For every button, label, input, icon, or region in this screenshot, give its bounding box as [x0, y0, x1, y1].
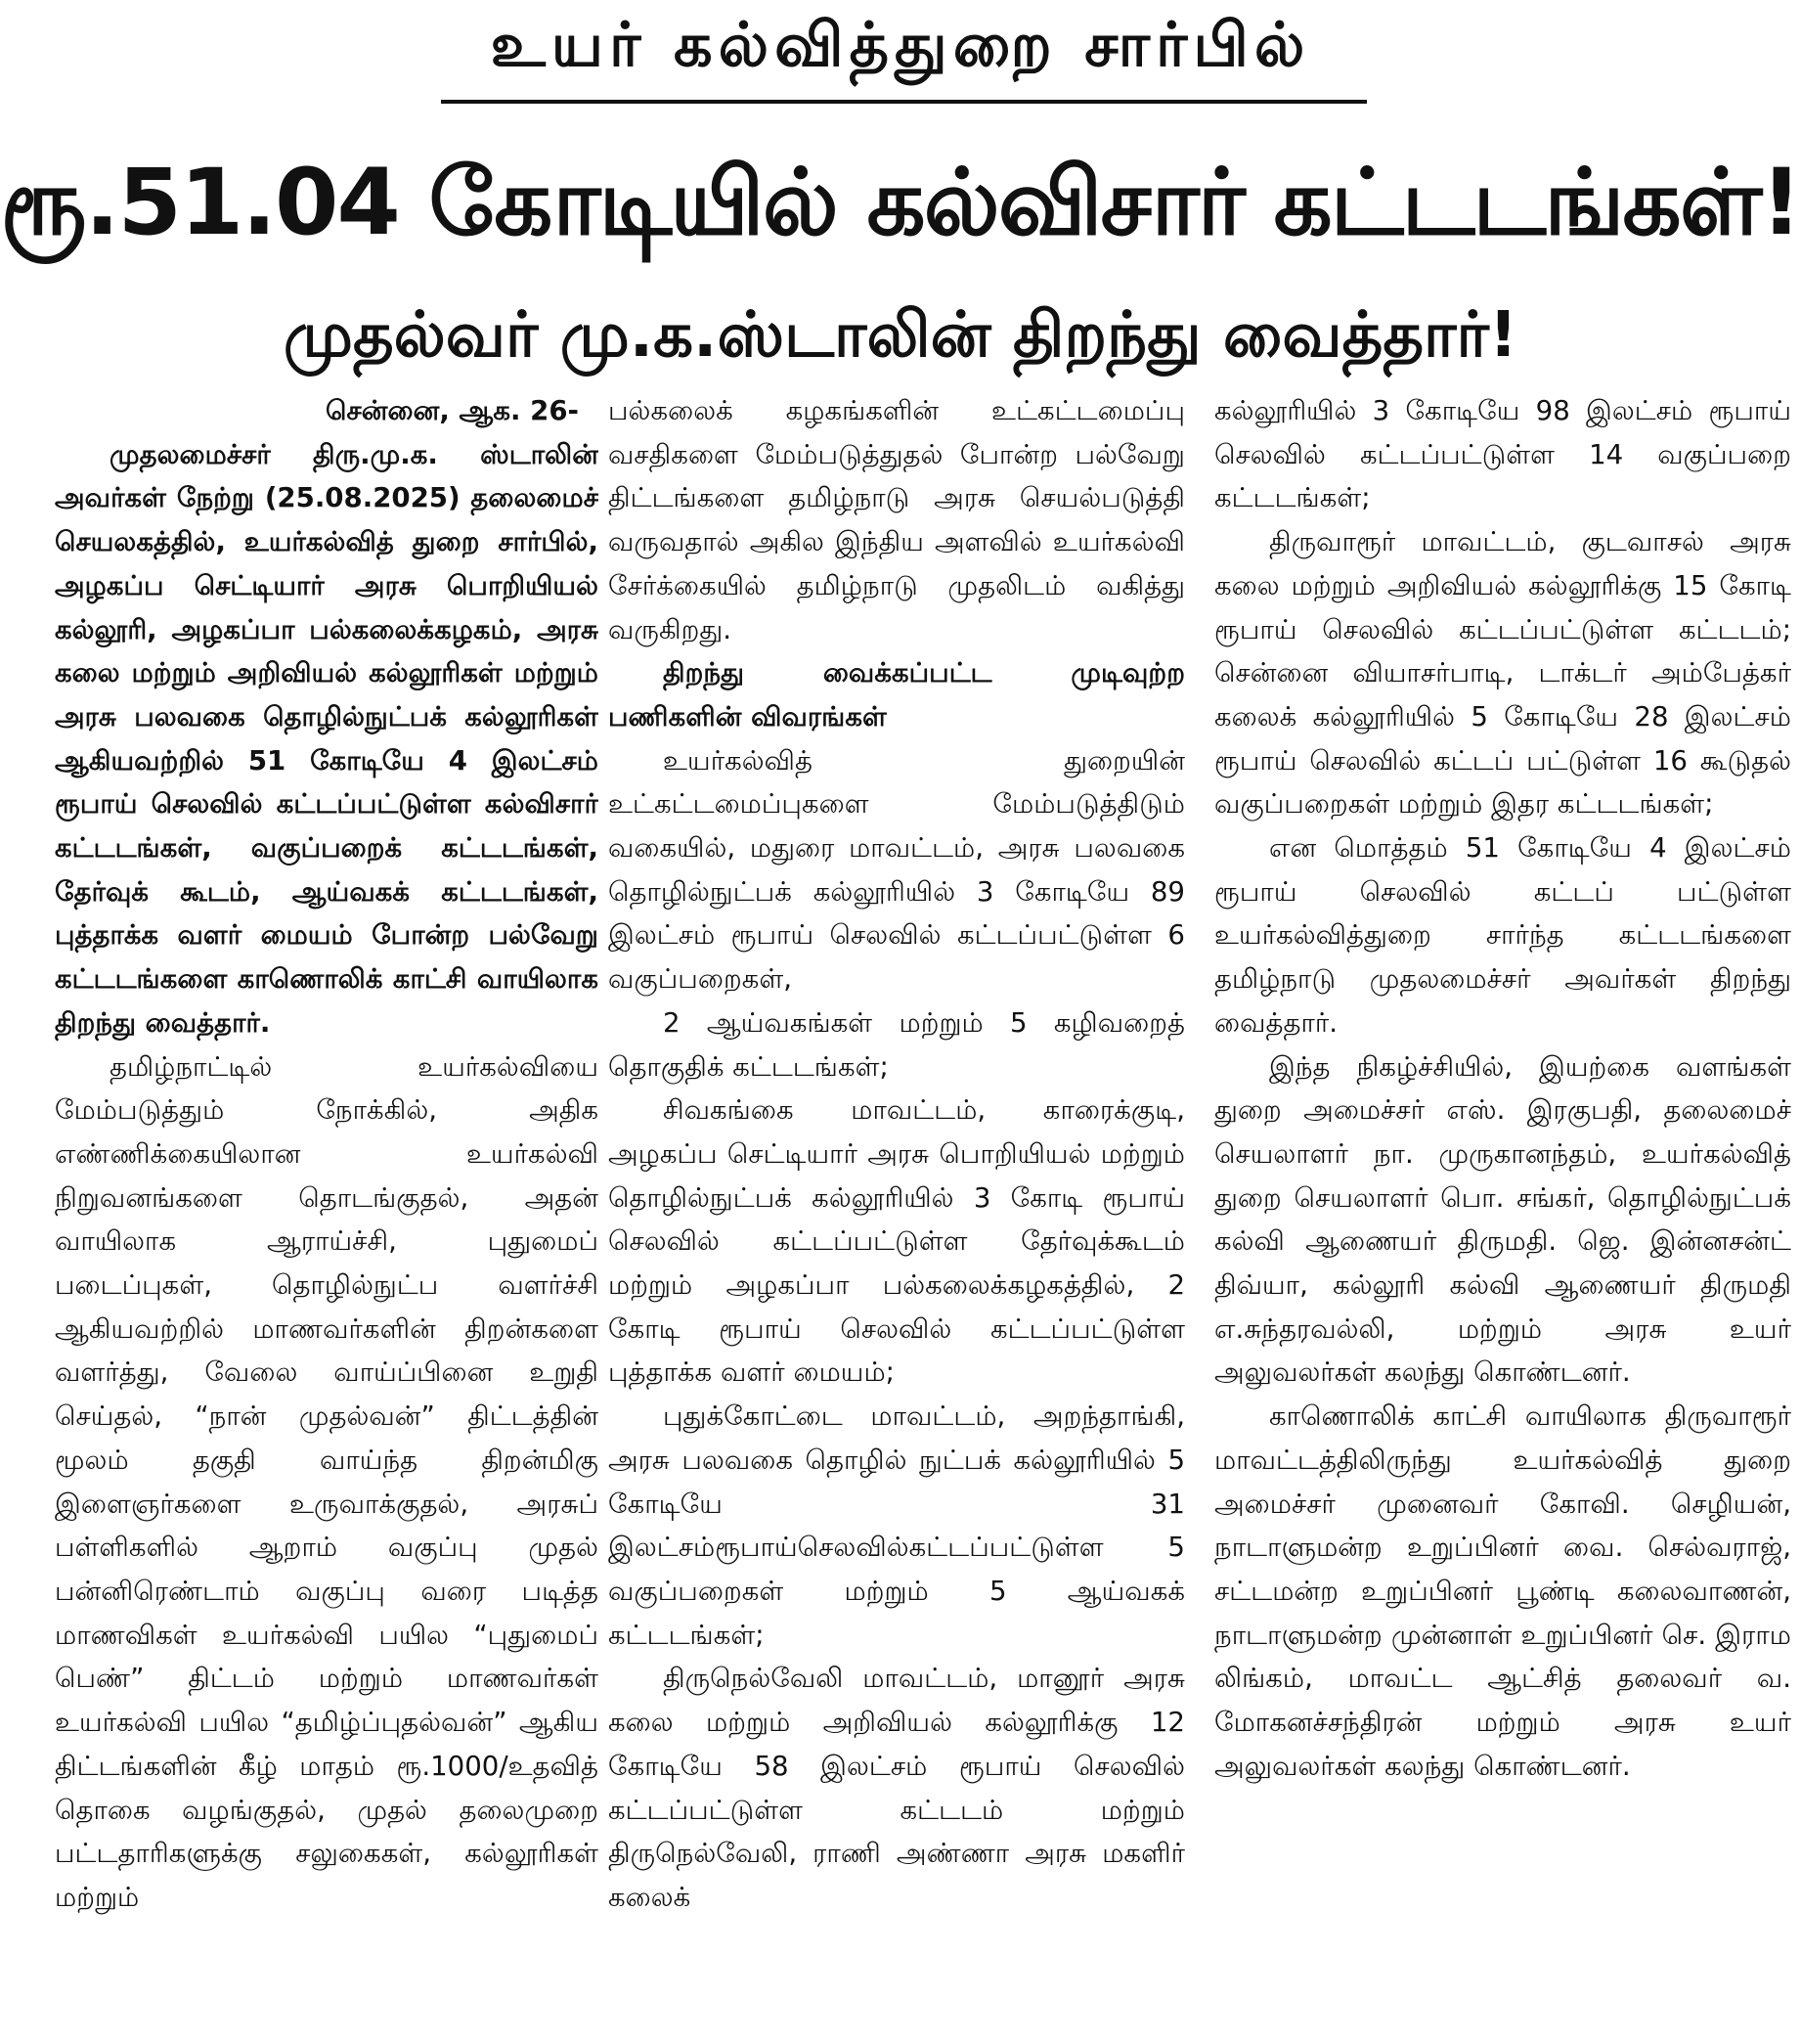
- dateline: சென்னை, ஆக. 26-: [326, 394, 579, 426]
- kicker-divider: [441, 100, 1367, 104]
- body-paragraph: சிவகங்கை மாவட்டம், காரைக்குடி, அழகப்ப செட்டியார் அரசு பொறியியல் மற்றும் தொழில்நுட்பக் கல்லூரியில் 3 கோடி ரூபாய் செலவில் கட்டப்பட்டுள்ள தேர்வுக்கூடம் மற்றும் அழகப்பா பல்கலைக்கழகத்தில், 2 கோடி ரூபாய் செலவில் கட்டப்பட்டுள்ள புத்தாக்க வளர் மையம்;: [608, 1093, 1185, 1389]
- body-paragraph: என மொத்தம் 51 கோடியே 4 இலட்சம் ரூபாய் செலவில் கட்டப் பட்டுள்ள உயர்கல்வித்துறை சார்ந்த கட்டடங்களை தமிழ்நாடு முதலமைச்சர் அவர்கள் திறந்து வைத்தார்.: [1214, 831, 1791, 1039]
- headline: ரூ.51.04 கோடியில் கல்விசார் கட்டடங்கள்!: [0, 150, 1801, 256]
- body-paragraph: புதுக்கோட்டை மாவட்டம், அறந்தாங்கி, அரசு பலவகை தொழில் நுட்பக் கல்லூரியில் 5 கோடியே 31 இலட்சம்ரூபாய்செலவில்கட்டப்பட்டுள்ள 5 வகுப்பறைகள் மற்றும் 5 ஆய்வகக் கட்டடங்கள்;: [608, 1400, 1185, 1651]
- article-column-3: [1214, 389, 1791, 2038]
- body-paragraph: தமிழ்நாட்டில் உயர்கல்வியை மேம்படுத்தும் நோக்கில், அதிக எண்ணிக்கையிலான உயர்கல்வி நிறுவனங்களை தொடங்குதல், அதன் வாயிலாக ஆராய்ச்சி, புதுமைப் படைப்புகள், தொழில்நுட்ப வளர்ச்சி ஆகியவற்றில் மாணவர்களின் திறன்களை வளர்த்து, வேலை வாய்ப்பினை உறுதி செய்தல், “நான் முதல்வன்” திட்டத்தின் மூலம் தகுதி வாய்ந்த திறன்மிகு இளைஞர்களை உருவாக்குதல், அரசுப் பள்ளிகளில் ஆறாம் வகுப்பு முதல் பன்னிரெண்டாம் வகுப்பு வரை படித்த மாணவிகள் உயர்கல்வி பயில “புதுமைப் பெண்” திட்டம் மற்றும் மாணவர்கள் உயர்கல்வி பயில “தமிழ்ப்புதல்வன்” ஆகிய திட்டங்களின் கீழ் மாதம் ரூ.1000/உதவித் தொகை வழங்குதல், முதல் தலைமுறை பட்டதாரிகளுக்கு சலுகைகள், கல்லூரிகள் மற்றும்: [55, 1049, 598, 1913]
- body-paragraph: 2 ஆய்வகங்கள் மற்றும் 5 கழிவறைத் தொகுதிக் கட்டடங்கள்;: [608, 1005, 1185, 1083]
- article-column-2: [608, 389, 1185, 2038]
- article-column-1: [55, 389, 598, 2038]
- subheadline: முதல்வர் மு.க.ஸ்டாலின் திறந்து வைத்தார்!: [283, 299, 1518, 372]
- body-paragraph: திருவாரூர் மாவட்டம், குடவாசல் அரசு கலை மற்றும் அறிவியல் கல்லூரிக்கு 15 கோடி ரூபாய் செலவில் கட்டப்பட்டுள்ள கட்டடம்; சென்னை வியாசர்பாடி, டாக்டர் அம்பேத்கர் கலைக் கல்லூரியில் 5 கோடியே 28 இலட்சம் ரூபாய் செலவில் கட்டப் பட்டுள்ள 16 கூடுதல் வகுப்பறைகள் மற்றும் இதர கட்டடங்கள்;: [1214, 525, 1791, 821]
- body-paragraph: காணொலிக் காட்சி வாயிலாக திருவாரூர் மாவட்டத்திலிருந்து உயர்கல்வித் துறை அமைச்சர் முனைவர் கோவி. செழியன், நாடாளுமன்ற உறுப்பினர் வை. செல்வராஜ், சட்டமன்ற உறுப்பினர் பூண்டி கலைவாணன், நாடாளுமன்ற முன்னாள் உறுப்பினர் செ. இராம லிங்கம், மாவட்ட ஆட்சித் தலைவர் வ. மோகனச்சந்திரன் மற்றும் அரசு உயர் அலுவலர்கள் கலந்து கொண்டனர்.: [1214, 1400, 1791, 1782]
- kicker-title: உயர் கல்வித்துறை சார்பில்: [490, 9, 1311, 80]
- body-paragraph: பல்கலைக் கழகங்களின் உட்கட்டமைப்பு வசதிகளை மேம்படுத்துதல் போன்ற பல்வேறு திட்டங்களை தமிழ்நாடு அரசு செயல்படுத்தி வருவதால் அகில இந்திய அளவில் உயர்கல்வி சேர்க்கையில் தமிழ்நாடு முதலிடம் வகித்து வருகிறது.: [608, 394, 1185, 645]
- lead-paragraph: முதலமைச்சர் திரு.மு.க. ஸ்டாலின் அவர்கள் நேற்று (25.08.2025) தலைமைச் செயலகத்தில், உயர்கல்வித் துறை சார்பில், அழகப்ப செட்டியார் அரசு பொறியியல் கல்லூரி, அழகப்பா பல்கலைக்கழகம், அரசு கலை மற்றும் அறிவியல் கல்லூரிகள் மற்றும் அரசு பலவகை தொழில்நுட்பக் கல்லூரிகள் ஆகியவற்றில் 51 கோடியே 4 இலட்சம் ரூபாய் செலவில் கட்டப்பட்டுள்ள கல்விசார் கட்டடங்கள், வகுப்பறைக் கட்டடங்கள், தேர்வுக் கூடம், ஆய்வகக் கட்டடங்கள், புத்தாக்க வளர் மையம் போன்ற பல்வேறு கட்டடங்களை காணொலிக் காட்சி வாயிலாக திறந்து வைத்தார்.: [55, 437, 598, 1039]
- body-paragraph: இந்த நிகழ்ச்சியில், இயற்கை வளங்கள் துறை அமைச்சர் எஸ். இரகுபதி, தலைமைச் செயலாளர் நா. முருகானந்தம், உயர்கல்வித் துறை செயலாளர் பொ. சங்கர், தொழில்நுட்பக் கல்வி ஆணையர் திருமதி. ஜெ. இன்னசன்ட் திவ்யா, கல்லூரி கல்வி ஆணையர் திருமதி எ.சுந்தரவல்லி, மற்றும் அரசு உயர் அலுவலர்கள் கலந்து கொண்டனர்.: [1214, 1049, 1791, 1389]
- body-paragraph: உயர்கல்வித் துறையின் உட்கட்டமைப்புகளை மேம்படுத்திடும் வகையில், மதுரை மாவட்டம், அரசு பலவகை தொழில்நுட்பக் கல்லூரியில் 3 கோடியே 89 இலட்சம் ரூபாய் செலவில் கட்டப்பட்டுள்ள 6 வகுப்பறைகள்,: [608, 743, 1185, 996]
- section-subhead: திறந்து வைக்கப்பட்ட முடிவுற்ற பணிகளின் விவரங்கள்: [608, 656, 1185, 733]
- body-paragraph: திருநெல்வேலி மாவட்டம், மானூர் அரசு கலை மற்றும் அறிவியல் கல்லூரிக்கு 12 கோடியே 58 இலட்சம் ரூபாய் செலவில் கட்டப்பட்டுள்ள கட்டடம் மற்றும் திருநெல்வேலி, ராணி அண்ணா அரசு மகளிர் கலைக்: [608, 1662, 1185, 1913]
- body-paragraph: கல்லூரியில் 3 கோடியே 98 இலட்சம் ரூபாய் செலவில் கட்டப்பட்டுள்ள 14 வகுப்பறை கட்டடங்கள்;: [1214, 394, 1791, 514]
